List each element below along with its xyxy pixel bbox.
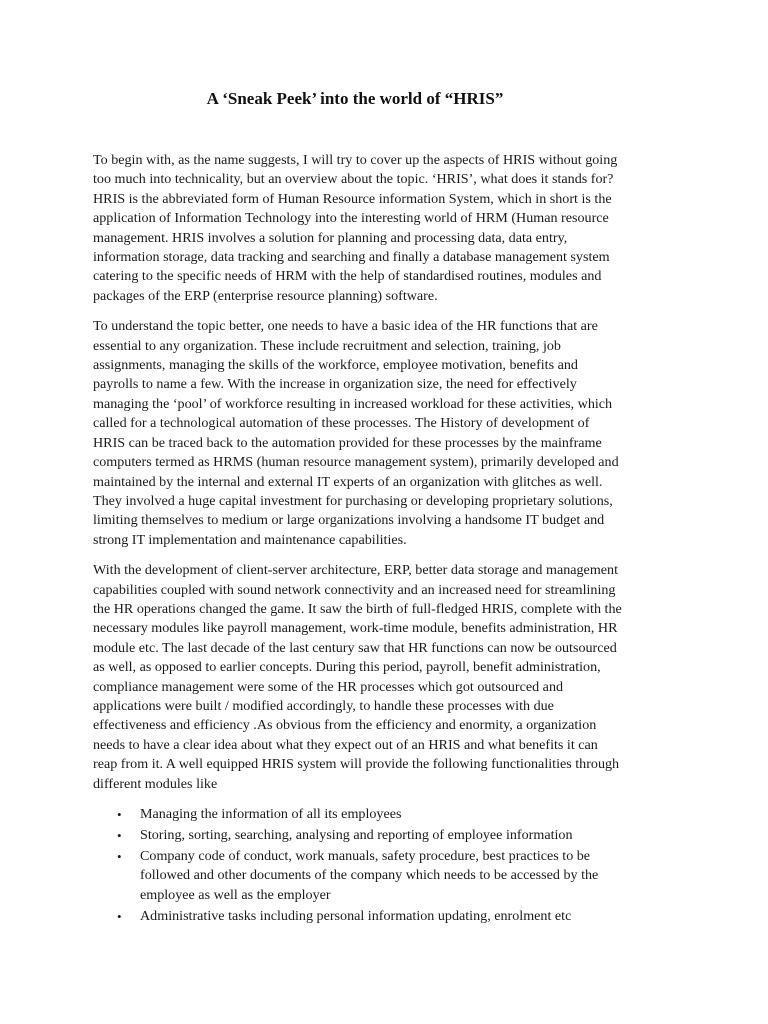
list-item-text: Storing, sorting, searching, analysing and reporting of employee information bbox=[140, 826, 573, 843]
list-item-text: Managing the information of all its employees bbox=[140, 806, 402, 822]
list-item bbox=[93, 805, 679, 824]
text-line: packages of the ERP (enterprise resource planning) software. bbox=[93, 287, 438, 304]
list-item bbox=[93, 907, 679, 926]
text-line: different modules like bbox=[93, 775, 218, 792]
bullet-icon: • bbox=[117, 807, 122, 822]
text-line: as well, as opposed to earlier concepts. During this period, payroll, benefit administration, bbox=[93, 659, 601, 676]
bullet-icon: • bbox=[117, 848, 122, 864]
list-item bbox=[93, 847, 679, 905]
bullet-icon: • bbox=[117, 908, 122, 924]
text-line: essential to any organization. These include recruitment and selection, training, job bbox=[93, 337, 561, 354]
text-line: module etc. The last decade of the last century saw that HR functions can now be outsourced bbox=[93, 639, 617, 656]
text-line: To understand the topic better, one needs to have a basic idea of the HR functions that are bbox=[93, 318, 598, 335]
text-line: applications were built / modified accordingly, to handle these processes with due bbox=[93, 697, 554, 714]
list-item-text: followed and other documents of the company which needs to be accessed by the bbox=[140, 867, 599, 884]
document-title: A ‘Sneak Peek’ into the world of “HRIS” bbox=[206, 89, 504, 108]
text-line: HRIS can be traced back to the automation provided for these processes by the mainframe bbox=[93, 434, 602, 451]
text-line: They involved a huge capital investment for purchasing or developing proprietary solutions, bbox=[93, 492, 613, 509]
text-line: To begin with, as the name suggests, I will try to cover up the aspects of HRIS without going bbox=[93, 152, 618, 168]
text-line: capabilities coupled with sound network connectivity and an increased need for streamlining bbox=[93, 581, 616, 598]
text-line: application of Information Technology into the interesting world of HRM (Human resource bbox=[93, 210, 609, 227]
text-line: management. HRIS involves a solution for planning and processing data, data entry, bbox=[93, 229, 568, 246]
text-line: payrolls to name a few. With the increase in organization size, the need for effectively bbox=[93, 376, 577, 393]
bullet-icon: • bbox=[117, 827, 122, 843]
text-line: catering to the specific needs of HRM with the help of standardised routines, modules and bbox=[93, 268, 602, 285]
text-line: necessary modules like payroll management, work-time module, benefits administration, HR bbox=[93, 620, 618, 637]
list-item-text: employee as well as the employer bbox=[140, 886, 331, 903]
text-line: HRIS is the abbreviated form of Human Resource information System, which in short is the bbox=[93, 190, 612, 207]
text-line: computers termed as HRMS (human resource management system), primarily developed and bbox=[93, 454, 619, 471]
list-item bbox=[93, 826, 679, 845]
paragraph-development bbox=[93, 561, 679, 794]
text-line: compliance management were some of the HR processes which got outsourced and bbox=[93, 678, 564, 695]
list-item-text: Company code of conduct, work manuals, safety procedure, best practices to be bbox=[140, 847, 591, 864]
text-line: managing the ‘pool’ of workforce resulting in increased workload for these activities, which bbox=[93, 395, 613, 412]
text-line: the HR operations changed the game. It saw the birth of full-fledged HRIS, complete with the bbox=[93, 600, 622, 617]
text-line: called for a technological automation of these processes. The History of development of bbox=[93, 415, 590, 432]
paragraph-hr-functions bbox=[93, 317, 679, 550]
text-line: maintained by the internal and external IT experts of an organization with glitches as well. bbox=[93, 473, 603, 490]
text-line: assignments, managing the skills of the workforce, employee motivation, benefits and bbox=[93, 357, 578, 374]
text-line: limiting themselves to medium or large organizations involving a handsome IT budget and bbox=[93, 512, 605, 529]
text-line: needs to have a clear idea about what they expect out of an HRIS and what benefits it can bbox=[93, 736, 598, 753]
list-item-text: Administrative tasks including personal information updating, enrolment etc bbox=[140, 907, 572, 924]
document-body bbox=[93, 151, 679, 927]
functionality-list bbox=[93, 805, 679, 926]
paragraph-intro bbox=[93, 151, 679, 306]
text-line: too much into technicality, but an overview about the topic. ‘HRIS’, what does it stands for? bbox=[93, 171, 614, 188]
text-line: strong IT implementation and maintenance capabilities. bbox=[93, 531, 407, 548]
text-line: effectiveness and efficiency .As obvious from the efficiency and enormity, a organization bbox=[93, 717, 597, 734]
text-line: With the development of client-server architecture, ERP, better data storage and management bbox=[93, 562, 618, 579]
text-line: reap from it. A well equipped HRIS system will provide the following functionalities through bbox=[93, 756, 620, 773]
text-line: information storage, data tracking and searching and finally a database management system bbox=[93, 249, 610, 266]
